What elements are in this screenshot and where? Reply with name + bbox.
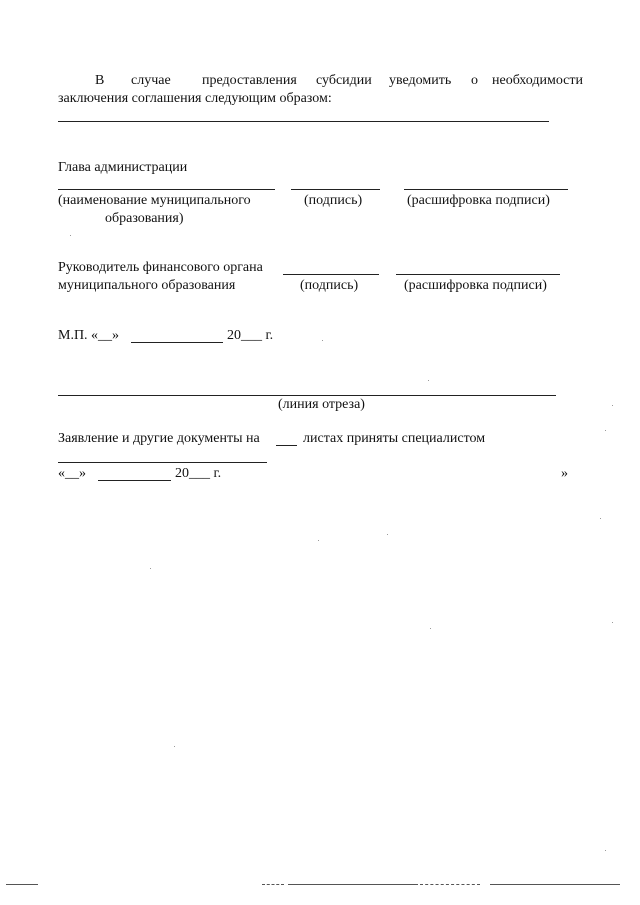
scan-speck [322,340,323,341]
intro-word-7: необходимости [492,73,584,88]
intro-word-1: В [95,73,105,88]
scan-speck [387,534,388,535]
finance-head-caption-signature: (подпись) [300,278,359,293]
receipt-statement-b: листах приняты специалистом [303,431,486,446]
cut-caption: (линия отреза) [278,397,365,412]
intro-line-2: заключения соглашения следующим образом: [58,91,332,106]
receipt-date-prefix: «__» [58,466,86,481]
intro-word-5: уведомить [389,73,452,88]
scan-speck [612,622,613,623]
scan-speck [605,430,606,431]
receipt-date-line [98,480,171,481]
scan-edge-line [490,884,620,885]
scan-speck [428,380,429,381]
receipt-statement-a: Заявление и другие документы на [58,431,260,446]
receipt-date-year: 20___ г. [175,466,222,481]
intro-word-4: субсидии [316,73,372,88]
head-admin-name-line [58,189,275,190]
scan-edge-line [262,884,284,885]
head-admin-caption-name-1: (наименование муниципального [58,193,251,208]
scan-speck [318,540,319,541]
receipt-sheets-line [276,445,297,446]
scan-speck [174,746,175,747]
cut-line [58,395,556,396]
receipt-specialist-line [58,462,267,463]
scan-speck [430,628,431,629]
head-admin-caption-name-2: образования) [105,211,184,226]
finance-head-signature-line [283,274,379,275]
head-admin-title: Глава администрации [58,160,188,175]
stamp-year: 20___ г. [227,328,274,343]
scan-speck [70,235,71,236]
intro-blank-line [58,121,549,122]
scan-speck [150,568,151,569]
stamp-date-line [131,342,223,343]
receipt-closing-quote: » [561,466,568,481]
stamp-prefix: М.П. «__» [58,328,120,343]
scan-edge-line [288,884,418,885]
finance-head-caption-decode: (расшифровка подписи) [404,278,547,293]
intro-word-6: о [471,73,478,88]
finance-head-decode-line [396,274,560,275]
scan-speck [605,850,606,851]
scan-speck [612,405,613,406]
intro-word-3: предоставления [202,73,297,88]
scan-speck [600,518,601,519]
head-admin-decode-line [404,189,568,190]
finance-head-line-1: Руководитель финансового органа [58,260,263,275]
scan-edge-line [420,884,480,885]
finance-head-line-2: муниципального образования [58,278,236,293]
head-admin-caption-signature: (подпись) [304,193,363,208]
head-admin-caption-decode: (расшифровка подписи) [407,193,550,208]
intro-word-2: случае [131,73,171,88]
head-admin-signature-line [291,189,380,190]
scan-edge-line [6,884,38,885]
